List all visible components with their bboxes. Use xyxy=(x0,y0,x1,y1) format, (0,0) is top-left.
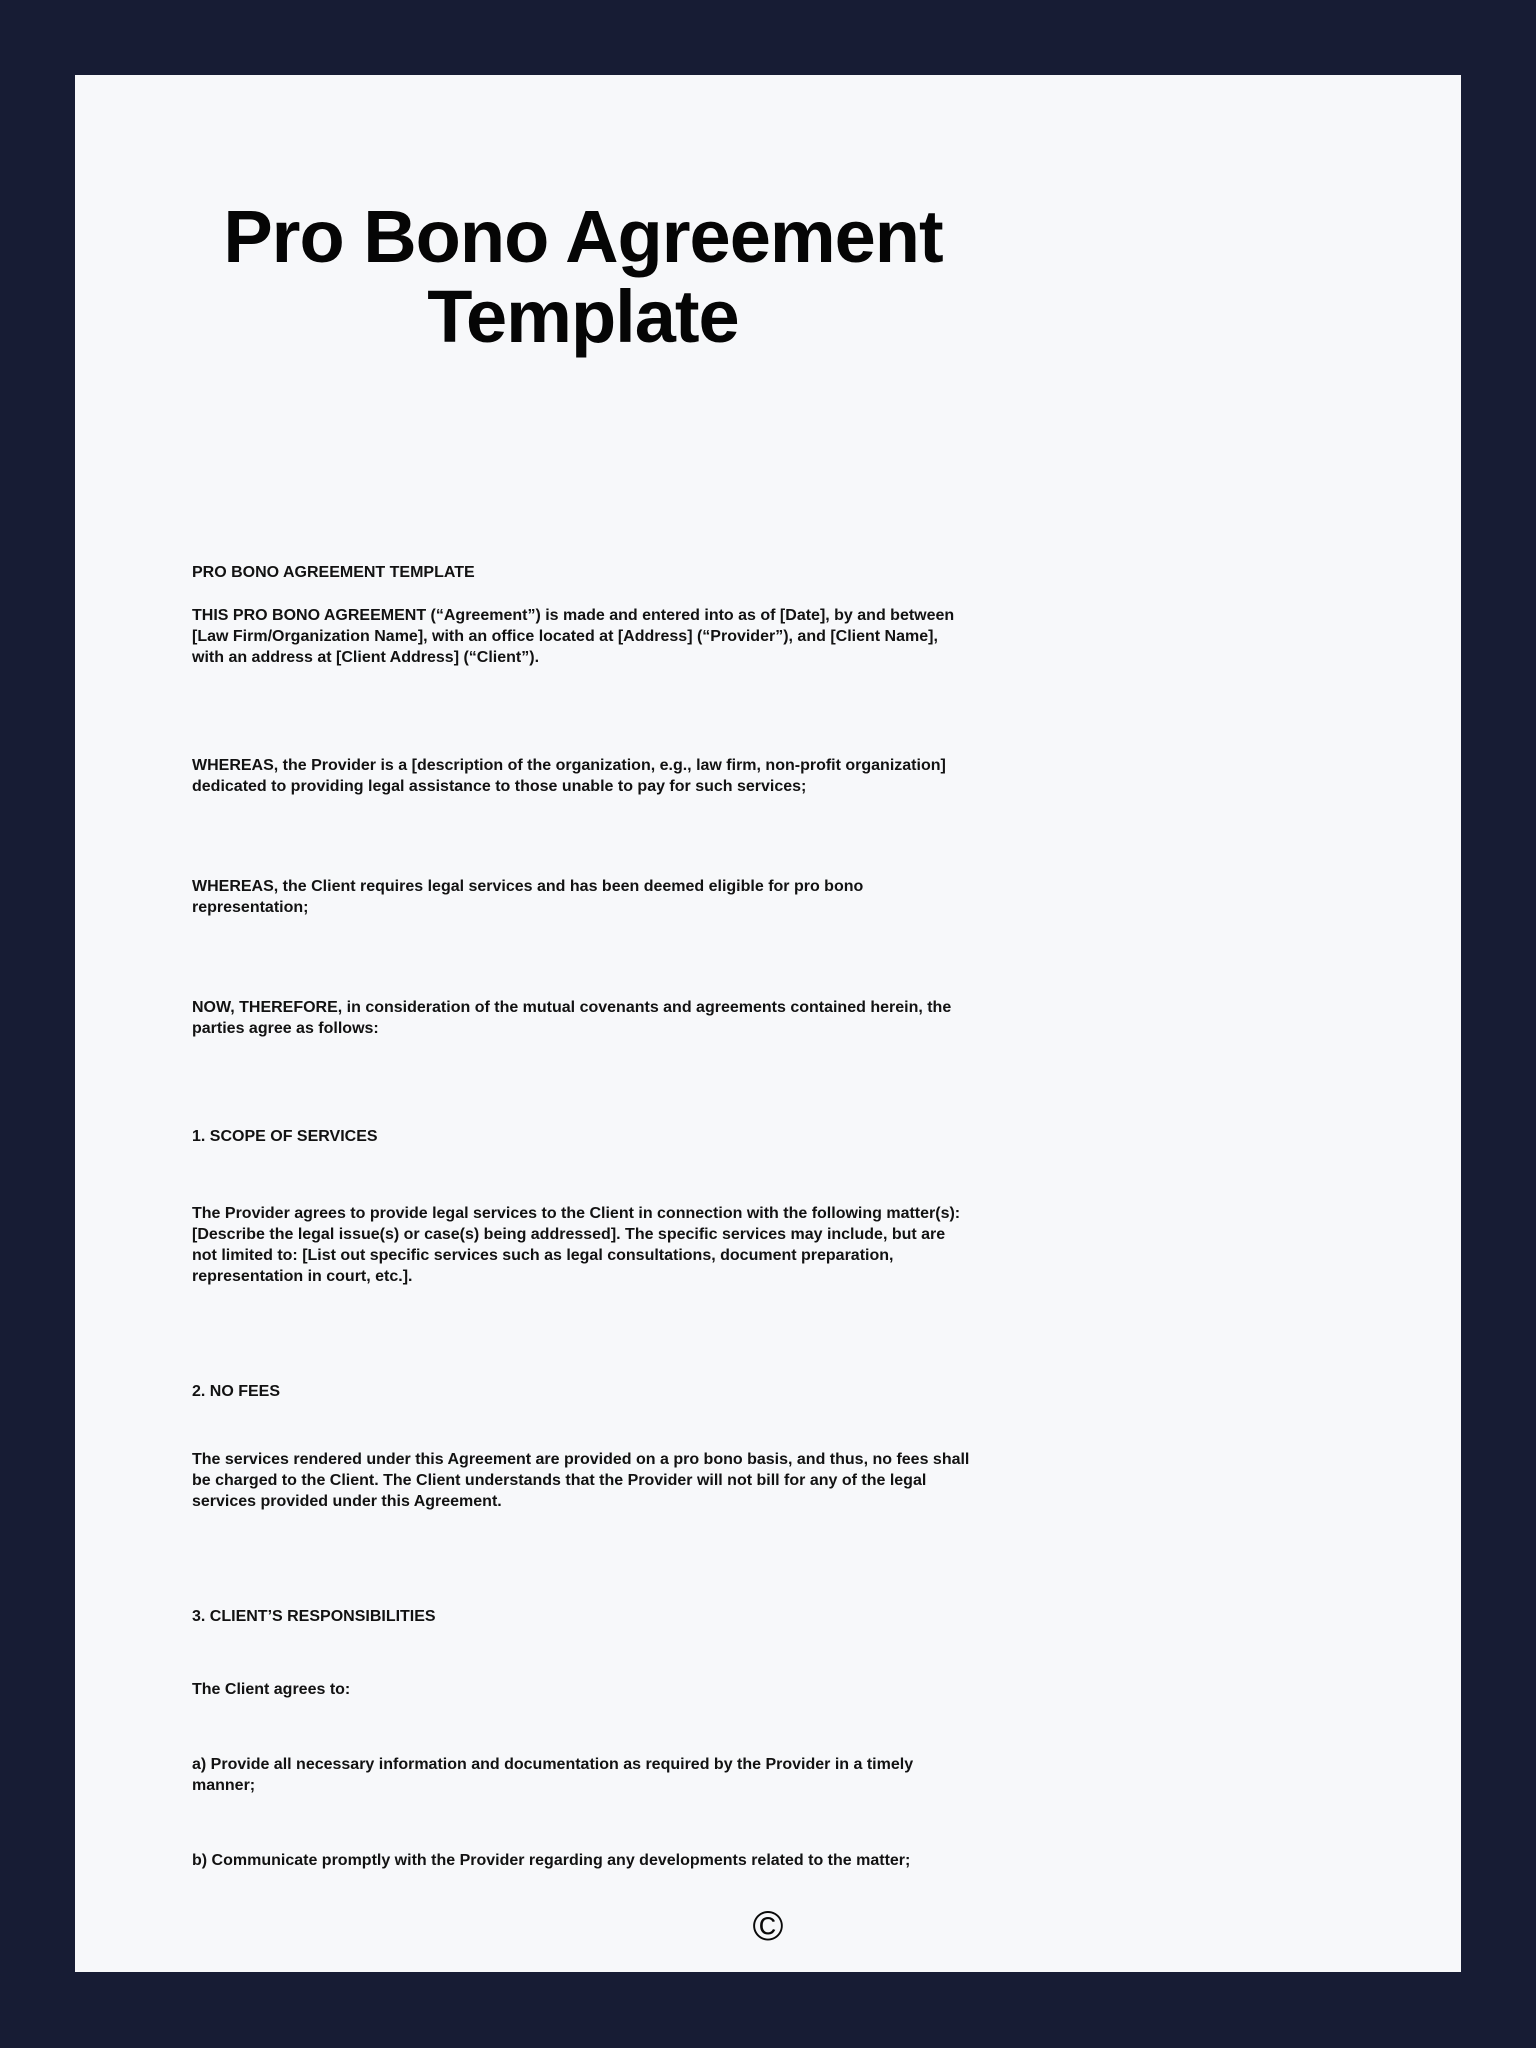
responsibilities-item-b: b) Communicate promptly with the Provider regarding any developments related to the matter; xyxy=(192,1852,911,1869)
document-page xyxy=(75,75,1461,1972)
intro-paragraph: THIS PRO BONO AGREEMENT (“Agreement”) is made and entered into as of [Date], by and between [Law Firm/Organization Name], with an office located at [Address] (“Provider”), and [Client Name], with an address at [Client Address] (“Client”). xyxy=(192,607,955,666)
whereas-client-paragraph: WHEREAS, the Client requires legal services and has been deemed eligible for pro bono representation; xyxy=(192,878,864,916)
responsibilities-item-a: a) Provide all necessary information and documentation as required by the Provider in a timely manner; xyxy=(192,1756,914,1794)
section-heading-fees: 2. NO FEES xyxy=(192,1383,281,1400)
section-body-scope: The Provider agrees to provide legal services to the Client in connection with the following matter(s): [Describe the legal issue(s) or case(s) being addressed]. The specific services may include, but are not limited to: [List out specific services such as legal consultations, document preparation, representation in court, etc.]. xyxy=(192,1205,961,1285)
page-title-line1: Pro Bono Agreement xyxy=(223,195,943,278)
page-title-line2: Template xyxy=(427,275,739,358)
now-therefore-paragraph: NOW, THEREFORE, in consideration of the mutual covenants and agreements contained herein, the parties agree as follows: xyxy=(192,999,952,1037)
responsibilities-intro: The Client agrees to: xyxy=(192,1681,351,1698)
section-body-fees: The services rendered under this Agreement are provided on a pro bono basis, and thus, no fees shall be charged to the Client. The Client understands that the Provider will not bill for any of the legal services provided under this Agreement. xyxy=(192,1451,970,1510)
section-heading-scope: 1. SCOPE OF SERVICES xyxy=(192,1128,378,1145)
whereas-provider-paragraph: WHEREAS, the Provider is a [description of the organization, e.g., law firm, non-profit organization] dedicated to providing legal assistance to those unable to pay for such services; xyxy=(192,757,946,795)
section-heading-responsibilities: 3. CLIENT’S RESPONSIBILITIES xyxy=(192,1608,436,1625)
document-content xyxy=(192,197,974,1871)
copyright-icon: © xyxy=(752,1902,784,1949)
document-subheading: PRO BONO AGREEMENT TEMPLATE xyxy=(192,564,475,581)
page-title xyxy=(192,197,974,357)
